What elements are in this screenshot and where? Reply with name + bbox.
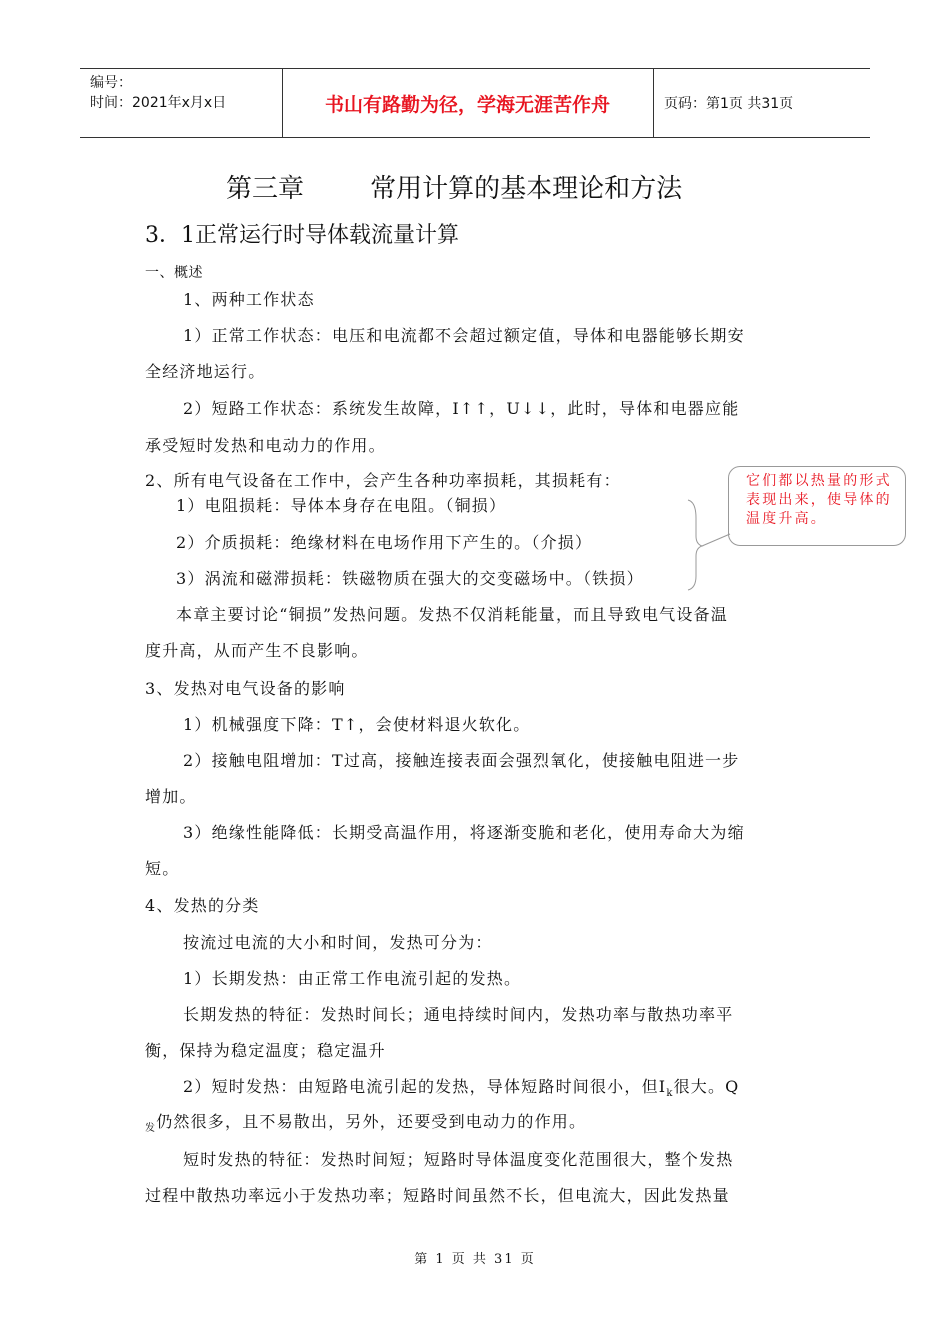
text-line: 3）涡流和磁滞损耗：铁磁物质在强大的交变磁场中。（铁损） <box>176 569 644 588</box>
text-line: 承受短时发热和电动力的作用。 <box>145 436 386 455</box>
text-line: 1）正常工作状态：电压和电流都不会超过额定值，导体和电器能够长期安 <box>183 326 745 345</box>
text-fragment: 仍然很多，且不易散出，另外，还要受到电动力的作用。 <box>156 1112 587 1131</box>
text-line: 3）绝缘性能降低：长期受高温作用，将逐渐变脆和老化，使用寿命大为缩 <box>183 823 745 842</box>
header-motto: 书山有路勤为径，学海无涯苦作舟 <box>324 93 610 116</box>
text-line <box>183 1074 740 1097</box>
brace-connector <box>686 496 732 592</box>
text-line: 4、发热的分类 <box>145 896 260 915</box>
text-line: 2、所有电气设备在工作中，会产生各种功率损耗，其损耗有： <box>145 471 621 490</box>
header-page-info: 页码：第1页 共31页 <box>664 96 794 112</box>
text-line: 1、两种工作状态 <box>183 290 315 309</box>
callout-text: 它们都以热量的形式表现出来，使导体的温度升高。 <box>746 473 892 527</box>
header-divider <box>653 69 654 137</box>
heading-overview: 一、概述 <box>145 265 203 281</box>
chapter-title: 第三章 常用计算的基本理论和方法 <box>226 174 683 204</box>
text-line: 增加。 <box>145 787 197 806</box>
text-line: 1）电阻损耗：导体本身存在电阻。（铜损） <box>176 496 507 515</box>
subscript: 发 <box>145 1123 157 1134</box>
text-line: 2）介质损耗：绝缘材料在电场作用下产生的。（介损） <box>176 533 593 552</box>
text-fragment: 很大。Q <box>673 1077 740 1096</box>
text-line: 衡，保持为稳定温度；稳定温升 <box>145 1041 386 1060</box>
text-line: 度升高，从而产生不良影响。 <box>145 641 369 660</box>
page-footer: 第 1 页 共 31 页 <box>414 1252 536 1267</box>
text-line: 长期发热的特征：发热时间长；通电持续时间内，发热功率与散热功率平 <box>183 1005 734 1024</box>
section-title: 3．1正常运行时导体载流量计算 <box>145 223 459 248</box>
number-label: 编号： <box>90 75 132 91</box>
text-line: 按流过电流的大小和时间，发热可分为： <box>183 933 493 952</box>
text-line: 本章主要讨论“铜损”发热问题。发热不仅消耗能量，而且导致电气设备温 <box>176 605 728 624</box>
text-fragment: 2）短时发热：由短路电流引起的发热，导体短路时间很小，但I <box>183 1077 667 1096</box>
text-line: 过程中散热功率远小于发热功率；短路时间虽然不长，但电流大，因此发热量 <box>145 1186 730 1205</box>
text-line <box>145 1109 586 1132</box>
text-line: 1）长期发热：由正常工作电流引起的发热。 <box>183 969 522 988</box>
text-line: 1）机械强度下降：T↑，会使材料退火软化。 <box>183 715 531 734</box>
text-line: 全经济地运行。 <box>145 362 266 381</box>
text-line: 2）接触电阻增加：T过高，接触连接表面会强烈氧化，使接触电阻进一步 <box>183 751 740 770</box>
text-line: 3、发热对电气设备的影响 <box>145 679 346 698</box>
subscript: k <box>666 1088 674 1099</box>
time-label: 时间：2021年x月x日 <box>90 95 227 111</box>
text-line: 2）短路工作状态：系统发生故障，I↑↑，U↓↓，此时，导体和电器应能 <box>183 399 740 418</box>
text-line: 短。 <box>145 859 180 878</box>
header-table <box>80 68 870 138</box>
text-line: 短时发热的特征：发热时间短；短路时导体温度变化范围很大，整个发热 <box>183 1150 734 1169</box>
header-meta <box>90 73 226 113</box>
